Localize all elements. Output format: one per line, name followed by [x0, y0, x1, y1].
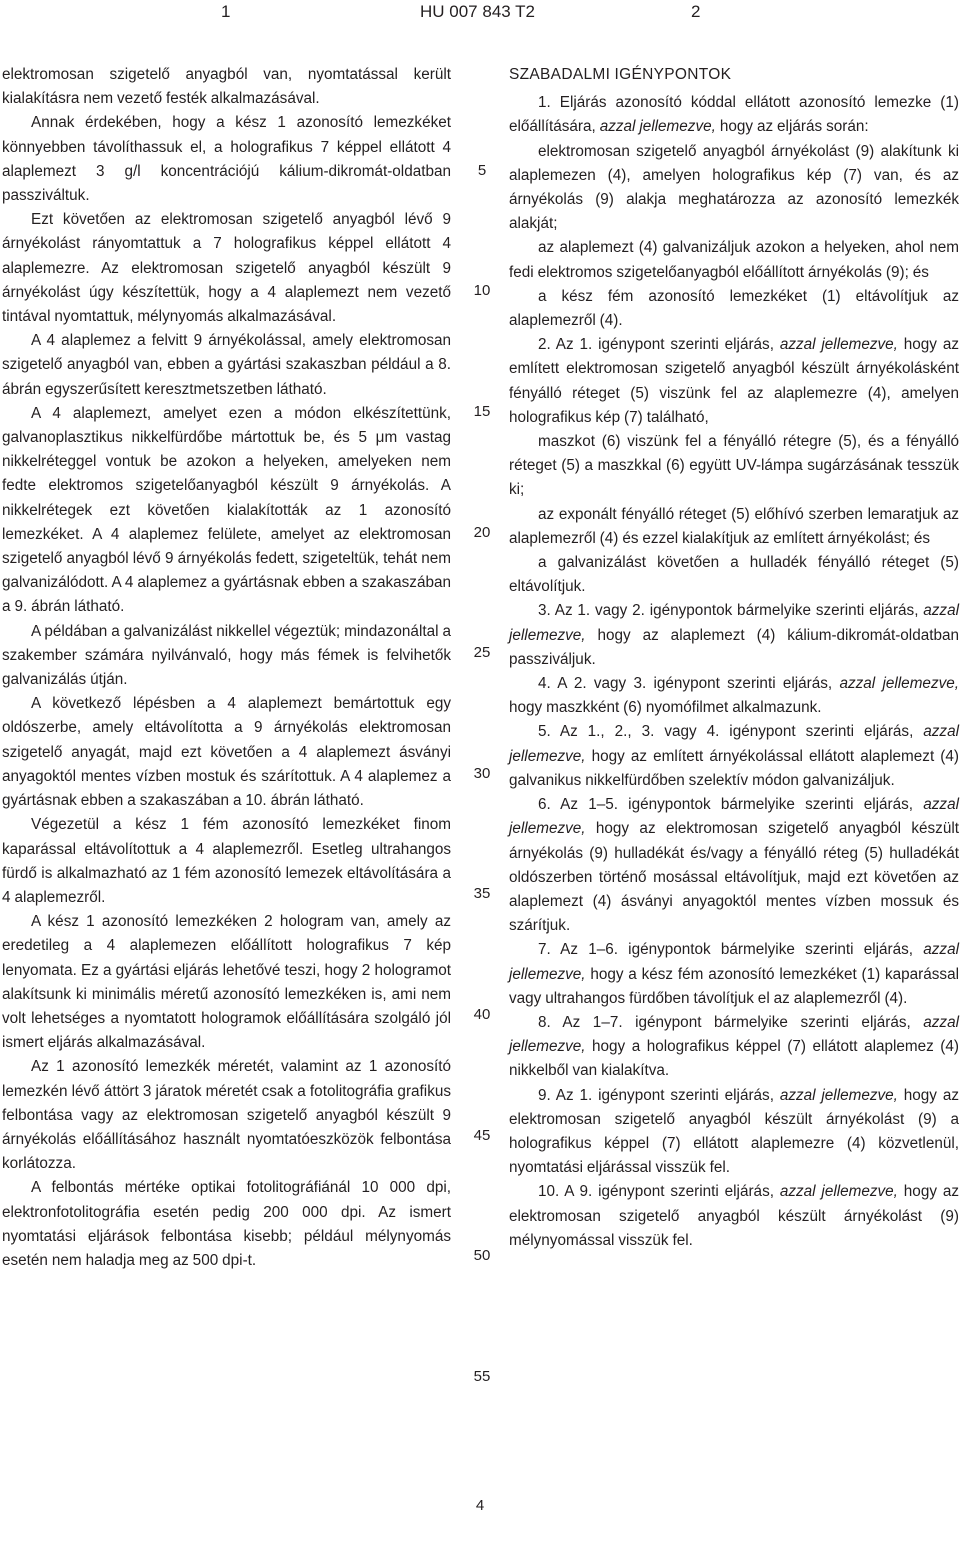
line-number: 25 — [473, 644, 491, 661]
line-number: 10 — [473, 282, 491, 299]
line-number: 55 — [473, 1368, 491, 1385]
paragraph: elektromosan szigetelő anyagból van, nyomtatással került kialakításra nem vezető festék alkalmazásával. — [2, 66, 451, 108]
claim-keyword: azzal jellemezve, — [509, 602, 959, 644]
left-column — [2, 63, 451, 1273]
claim-keyword: azzal jellemezve, — [779, 336, 898, 354]
claim-1: 1. Eljárás azonosító kóddal ellátott azonosító lemezke (1) előállítására, azzal jellemezve, hogy az eljárás során: — [509, 94, 959, 136]
claim-7: 7. Az 1–6. igénypontok bármelyike szerinti eljárás, azzal jellemezve, hogy a kész fém azonosító lemezkéket (1) kaparással vagy ultrahangos fürdőben távolítjuk el az alaplemezről (4). — [509, 941, 959, 1007]
line-number: 35 — [473, 885, 491, 902]
paragraph: Végezetül a kész 1 fém azonosító lemezkéket finom kaparással eltávolítottuk a 4 alaplemezről. Esetleg ultrahangos fürdő is alkalmazható az 1 fém azonosító lemezek eltávolítására a 4 alaplemezről. — [2, 816, 451, 906]
paragraph: A 4 alaplemezt, amelyet ezen a módon elkészítettünk, galvanoplasztikus nikkelfürdőbe mártottuk be, és 5 μm vastag nikkelréteggel vontuk be azokon a helyeken, amelyeken nem fedte elektromos szigetelőanyagból készült 9 árnyékolás. A nikkelrétegek ezt követően kialakították az 1 azonosító lemezkéket. A 4 alaplemez felülete, amelyet az elektromosan szigetelő anyagból lévő 9 árnyékolás fedett, szigeteltük, tehát nem galvanizálódott. A 4 alaplemez a gyártásnak ebben a szakaszában a 9. ábrán látható. — [2, 404, 451, 616]
claim-step: a kész fém azonosító lemezkéket (1) eltávolítjuk az alaplemezről (4). — [509, 287, 959, 330]
claim-step: az exponált fényálló réteget (5) előhívó szerben lemaratjuk az alaplemezről (4) és ezzel kialakítjuk az említett árnyékolást; és — [509, 505, 959, 547]
claim-8: 8. Az 1–7. igénypont bármelyike szerinti eljárás, azzal jellemezve, hogy a holografikus képpel (7) ellátott alaplemez (4) nikkelből van kialakítva. — [509, 1013, 959, 1080]
page-footer-number: 4 — [475, 1497, 485, 1514]
claim-3: 3. Az 1. vagy 2. igénypontok bármelyike szerinti eljárás, azzal jellemezve, hogy az alaplemezt (4) kálium-dikromát-oldatban passziváljuk. — [509, 602, 959, 668]
claim-step: a galvanizálást követően a hulladék fényálló réteget (5) eltávolítjuk. — [509, 554, 959, 596]
line-number: 50 — [473, 1247, 491, 1264]
page-header — [0, 0, 960, 30]
claim-5: 5. Az 1., 2., 3. vagy 4. igénypont szerinti eljárás, azzal jellemezve, hogy az említett árnyékolással ellátott alaplemezt (4) galvanikus nikkelfürdőben szelektív módon galvanizáljuk. — [509, 723, 959, 789]
claim-step: elektromosan szigetelő anyagból árnyékolást (9) alakítunk ki alaplemezen (4), amelyen holografikus kép (7) van, és az árnyékolás (9) alakja meghatározza az azonosító lemezkék alakját; — [509, 142, 959, 233]
claim-9: 9. Az 1. igénypont szerinti eljárás, azzal jellemezve, hogy az elektromosan szigetelő anyagból készült árnyékolást (9) a holografikus képpel (7) ellátott alaplemezre (4) közvetlenül, nyomtatási eljárással visszük fel. — [509, 1086, 959, 1177]
paragraph: Ezt követően az elektromosan szigetelő anyagból lévő 9 árnyékolást rányomtattuk a 7 holografikus képpel ellátott 4 alaplemezre. Az elektromosan szigetelő anyagból készült 9 árnyékolást úgy készítettük, hogy a 4 alaplemezt nem vezető tintával nyomtattuk, mélynyomás alkalmazásával. — [2, 211, 451, 326]
line-number: 30 — [473, 765, 491, 782]
paragraph: A kész 1 azonosító lemezkéken 2 hologram van, amely az eredetileg a 4 alaplemezen előállított holografikus 7 kép lenyomata. Ez a gyártási eljárás lehetővé teszi, hogy 2 hologramot alakítsunk ki minimális méretű azonosító lemezkéken is, ami nem volt lehetséges a nyomtatott hologramok előállítására szolgáló jól ismert eljárás alkalmazásával. — [2, 913, 451, 1052]
claim-keyword: azzal jellemezve, — [509, 723, 959, 765]
line-number: 45 — [473, 1127, 491, 1144]
right-page-number: 2 — [691, 2, 701, 21]
paragraph: A 4 alaplemez a felvitt 9 árnyékolással, amely elektromosan szigetelő anyagból van, ebben a gyártási szakaszban például a 8. ábrán egyszerűsített keresztmetszetben látható. — [2, 332, 451, 398]
claim-step: maszkot (6) viszünk fel a fényálló rétegre (5), és a fényálló réteget (5) a maszkkal (6) együtt UV-lámpa sugárzásának tesszük ki; — [509, 433, 959, 499]
claim-2: 2. Az 1. igénypont szerinti eljárás, azzal jellemezve, hogy az említett elektromosan szigetelő anyagból készült árnyékolásként fényálló réteget (5) viszünk fel az alaplemezre (4), amelyen holografikus kép (7) található, — [509, 336, 959, 426]
claim-keyword: azzal jellemezve, — [599, 118, 716, 136]
paragraph: A példában a galvanizálást nikkellel végeztük; mindazonáltal a szakember számára nyilvánvaló, hogy más fémek is felvihetők galvanizálás útján. — [2, 622, 451, 689]
claim-keyword: azzal jellemezve, — [779, 1183, 898, 1201]
claim-keyword: azzal jellemezve, — [509, 941, 959, 983]
claim-6: 6. Az 1–5. igénypontok bármelyike szerinti eljárás, azzal jellemezve, hogy az elektromosan szigetelő anyagból készült árnyékolás (9) hulladékát és/vagy a fényálló réteg (5) hulladékát oldószerben történő mosással eltávolítjuk, majd ezt követően az alaplemezt (4) ásványi anyagoktól mentes vízben mossuk és szárítjuk. — [509, 796, 959, 935]
claim-keyword: azzal jellemezve, — [509, 796, 959, 838]
right-column — [509, 63, 959, 1253]
line-number: 5 — [477, 162, 487, 179]
paragraph: A felbontás mértéke optikai fotolitográfiánál 10 000 dpi, elektronfotolitográfia esetén pedig 200 000 dpi. Az ismert nyomtatási eljárások felbontása kisebb; például mélynyomás esetén nem haladja meg az 500 dpi-t. — [2, 1179, 451, 1269]
claim-step: az alaplemezt (4) galvanizáljuk azokon a helyeken, ahol nem fedi elektromos szigetelőanyagból előállított árnyékolás (9); és — [509, 239, 959, 281]
patent-number: HU 007 843 T2 — [420, 2, 535, 21]
claims-title: SZABADALMI IGÉNYPONTOK — [509, 66, 732, 83]
paragraph: Az 1 azonosító lemezkék méretét, valamint az 1 azonosító lemezkén lévő áttört 3 járatok méretét csak a fotolitográfia grafikus felbontása vagy az elektromosan szigetelő anyagból készült 9 árnyékolás előállításához használt nyomtatóeszközök felbontása korlátozza. — [2, 1058, 451, 1173]
line-number: 40 — [473, 1006, 491, 1023]
paragraph: Annak érdekében, hogy a kész 1 azonosító lemezkéket könnyebben távolíthassuk el, a holografikus 7 képpel ellátott 4 alaplemezt 3 g/l koncentrációjú kálium-dikromát-oldatban passziváltuk. — [2, 114, 451, 205]
claim-keyword: azzal jellemezve, — [839, 675, 959, 693]
line-number: 20 — [473, 524, 491, 541]
left-page-number: 1 — [221, 2, 231, 21]
claim-keyword: azzal jellemezve, — [779, 1086, 898, 1104]
claim-10: 10. A 9. igénypont szerinti eljárás, azzal jellemezve, hogy az elektromosan szigetelő anyagból készült árnyékolást (9) mélynyomással visszük fel. — [509, 1183, 959, 1249]
claim-4: 4. A 2. vagy 3. igénypont szerinti eljárás, azzal jellemezve, hogy maszkként (6) nyomófilmet alkalmazunk. — [509, 675, 959, 717]
line-number: 15 — [473, 403, 491, 420]
paragraph: A következő lépésben a 4 alaplemezt bemártottuk egy oldószerbe, amely eltávolította a 9 árnyékolás elektromosan szigetelő anyagát, majd ezt követően a 4 alaplemezt ásványi anyagoktól mentes vízben mostuk és szárítottuk. A 4 alaplemez a gyártásnak ebben a szakaszában a 10. ábrán látható. — [2, 695, 451, 810]
claim-keyword: azzal jellemezve, — [509, 1013, 959, 1056]
